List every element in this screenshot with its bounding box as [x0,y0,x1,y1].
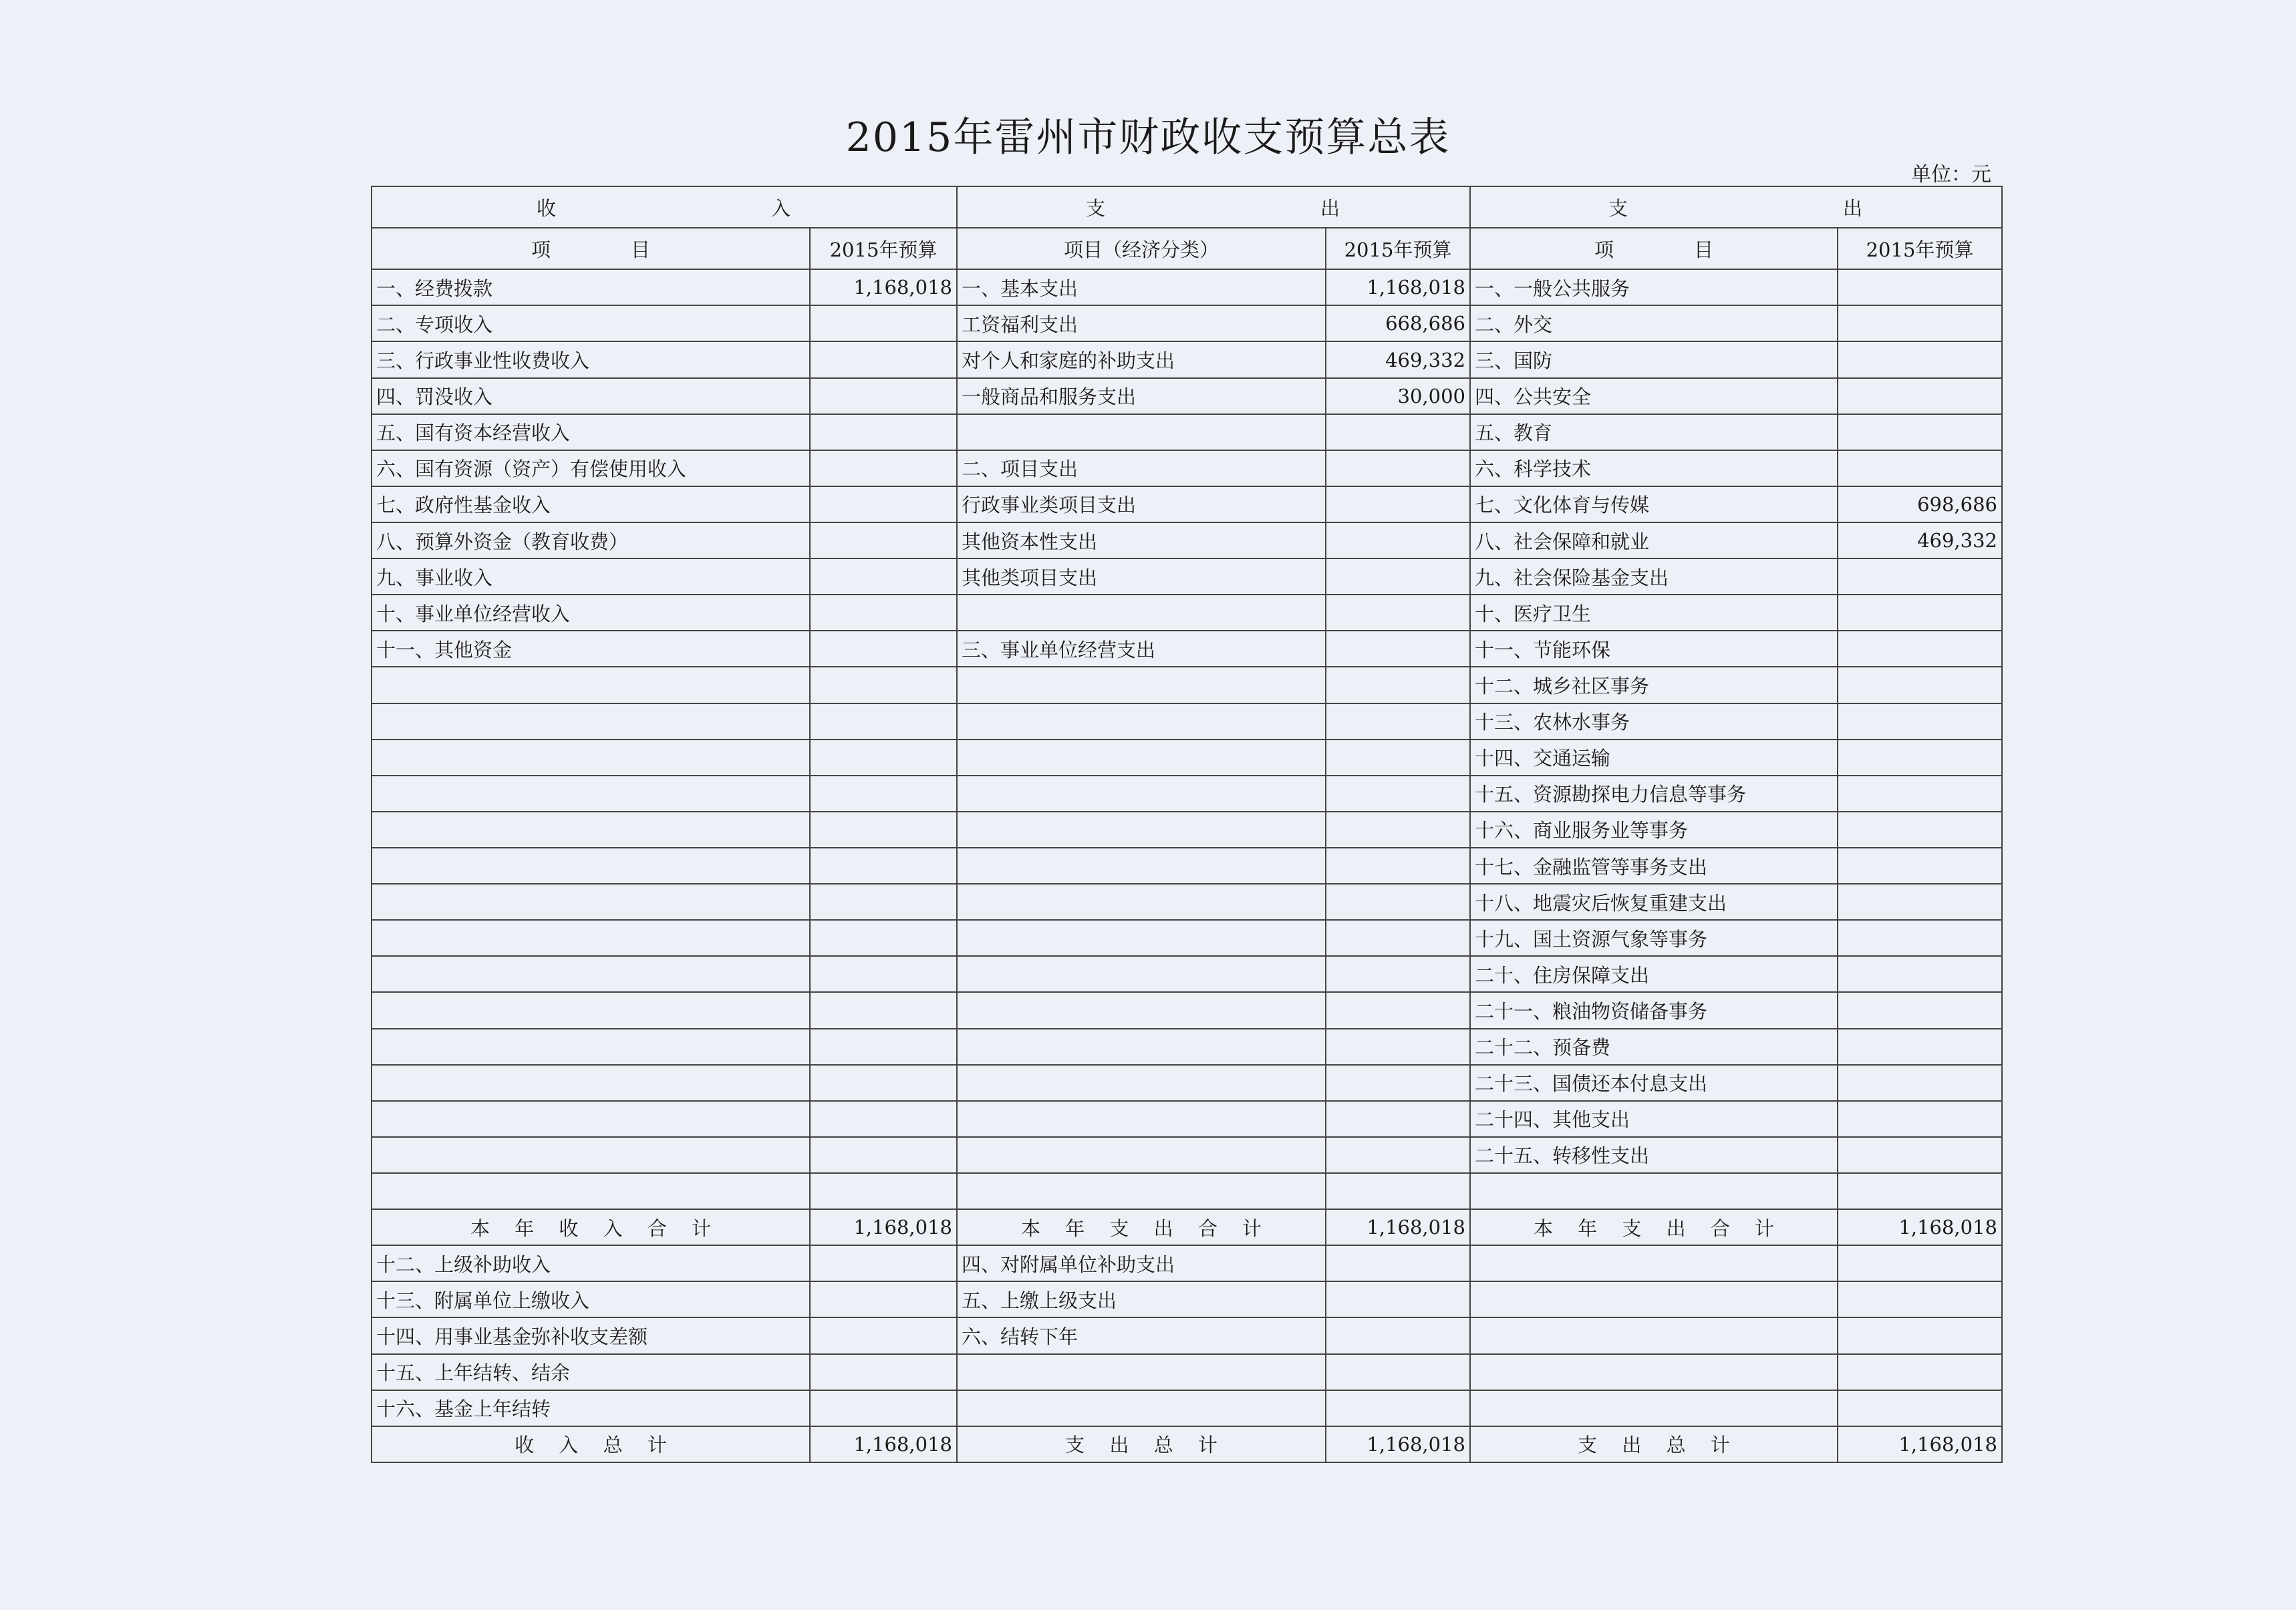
function-item-cell: 八、社会保障和就业 [1470,522,1838,558]
income-item-cell [372,1065,810,1101]
expense-budget-cell [1326,1245,1470,1281]
function-budget-cell [1838,450,2002,486]
expense-budget-cell [1326,1101,1470,1137]
expense-section-header: 支 出 [957,186,1470,228]
income-budget-cell [810,956,957,992]
income-budget-cell [810,1137,957,1173]
function-budget-cell [1838,1317,2002,1353]
income-budget-cell [810,450,957,486]
column-header-row [372,228,2002,269]
income-budget-cell [810,378,957,414]
income-budget-cell [810,486,957,522]
table-row [372,1281,2002,1317]
income-item-cell: 十一、其他资金 [372,631,810,667]
grand-total-row [372,1426,2002,1462]
grand-total-row-income-value: 1,168,018 [810,1426,957,1462]
function-budget-cell [1838,1245,2002,1281]
function-item-cell: 十八、地震灾后恢复重建支出 [1470,884,1838,920]
function-budget-cell [1838,992,2002,1028]
income-budget-cell [810,1317,957,1353]
income-item-cell [372,848,810,884]
expense-item-cell [957,740,1326,776]
expense-item-cell [957,1354,1326,1390]
function-item-cell: 九、社会保险基金支出 [1470,558,1838,595]
year-total-row-income-value: 1,168,018 [810,1209,957,1245]
table-row [372,269,2002,305]
function-budget-cell [1838,1137,2002,1173]
income-item-cell [372,1029,810,1065]
expense-budget-cell: 668,686 [1326,305,1470,341]
table-row [372,1173,2002,1209]
expense-budget-cell [1326,1065,1470,1101]
table-row [372,703,2002,740]
income-item-cell [372,956,810,992]
income-budget-cell [810,1173,957,1209]
expense-item-cell: 工资福利支出 [957,305,1326,341]
function-budget-header: 2015年预算 [1838,228,2002,269]
expense-item-cell: 二、项目支出 [957,450,1326,486]
table-row [372,450,2002,486]
income-item-cell: 八、预算外资金（教育收费） [372,522,810,558]
expense-budget-cell [1326,1317,1470,1353]
table-row [372,1245,2002,1281]
table-row [372,1354,2002,1390]
expense-budget-cell [1326,920,1470,956]
function-budget-cell [1838,776,2002,812]
income-budget-cell [810,740,957,776]
income-budget-cell [810,776,957,812]
income-item-cell: 十四、用事业基金弥补收支差额 [372,1317,810,1353]
income-item-cell: 六、国有资源（资产）有偿使用收入 [372,450,810,486]
function-budget-cell [1838,1281,2002,1317]
function-item-header: 项 目 [1470,228,1838,269]
table-row [372,522,2002,558]
income-item-header: 项 目 [372,228,810,269]
income-budget-cell [810,812,957,848]
econ-item-header: 项目（经济分类） [957,228,1326,269]
expense-item-cell: 行政事业类项目支出 [957,486,1326,522]
function-budget-cell [1838,631,2002,667]
expense-item-cell: 一、基本支出 [957,269,1326,305]
expense-budget-cell [1326,1137,1470,1173]
income-item-cell: 五、国有资本经营收入 [372,414,810,450]
income-item-cell [372,776,810,812]
income-item-cell [372,667,810,703]
expense-budget-cell: 30,000 [1326,378,1470,414]
expense-budget-cell [1326,1173,1470,1209]
function-budget-cell: 469,332 [1838,522,2002,558]
expense-item-cell [957,414,1326,450]
function-budget-cell [1838,884,2002,920]
expense-budget-cell [1326,992,1470,1028]
income-item-cell: 十三、附属单位上缴收入 [372,1281,810,1317]
function-item-cell: 十九、国土资源气象等事务 [1470,920,1838,956]
expense-budget-cell [1326,776,1470,812]
income-item-cell [372,1101,810,1137]
function-item-cell [1470,1245,1838,1281]
expense-budget-cell [1326,812,1470,848]
function-budget-cell [1838,848,2002,884]
income-item-cell: 一、经费拨款 [372,269,810,305]
table-row [372,992,2002,1028]
function-budget-cell [1838,595,2002,631]
year-total-row-income-label: 本 年 收 入 合 计 [372,1209,810,1245]
expense-budget-header: 2015年预算 [1326,228,1470,269]
expense-item-cell: 对个人和家庭的补助支出 [957,341,1326,377]
expense-item-cell [957,848,1326,884]
table-row [372,920,2002,956]
table-row [372,740,2002,776]
expense-item-cell [957,1029,1326,1065]
function-item-cell: 二、外交 [1470,305,1838,341]
expense-item-cell [957,812,1326,848]
expense-budget-cell [1326,595,1470,631]
section-header-row [372,186,2002,228]
income-budget-cell [810,341,957,377]
function-item-cell: 一、一般公共服务 [1470,269,1838,305]
table-row [372,848,2002,884]
function-item-cell: 二十二、预备费 [1470,1029,1838,1065]
function-budget-cell [1838,378,2002,414]
function-item-cell: 二十一、粮油物资储备事务 [1470,992,1838,1028]
income-item-cell [372,812,810,848]
income-budget-cell [810,703,957,740]
year-total-row-exp-value: 1,168,018 [1326,1209,1470,1245]
function-budget-cell [1838,341,2002,377]
function-item-cell: 三、国防 [1470,341,1838,377]
income-budget-cell [810,1354,957,1390]
expense-item-cell [957,776,1326,812]
expense-item-cell [957,595,1326,631]
year-total-row-exp2-label: 本 年 支 出 合 计 [1470,1209,1838,1245]
expense-budget-cell [1326,1281,1470,1317]
income-budget-cell [810,992,957,1028]
income-item-cell: 四、罚没收入 [372,378,810,414]
income-budget-cell [810,558,957,595]
table-row [372,305,2002,341]
year-total-row [372,1209,2002,1245]
income-budget-cell [810,884,957,920]
function-item-cell: 十五、资源勘探电力信息等事务 [1470,776,1838,812]
function-budget-cell [1838,667,2002,703]
page-title: 2015年雷州市财政收支预算总表 [845,114,1451,161]
table-row [372,631,2002,667]
income-budget-cell [810,1065,957,1101]
expense-function-section-header: 支 出 [1470,186,2002,228]
function-item-cell: 十四、交通运输 [1470,740,1838,776]
expense-item-cell [957,703,1326,740]
expense-item-cell: 五、上缴上级支出 [957,1281,1326,1317]
year-total-row-exp-label: 本 年 支 出 合 计 [957,1209,1326,1245]
income-budget-cell [810,522,957,558]
income-budget-cell [810,1101,957,1137]
expense-budget-cell: 469,332 [1326,341,1470,377]
income-budget-cell [810,1245,957,1281]
function-budget-cell [1838,1354,2002,1390]
table-row [372,1029,2002,1065]
expense-item-cell: 其他资本性支出 [957,522,1326,558]
table-row [372,1390,2002,1426]
expense-item-cell: 六、结转下年 [957,1317,1326,1353]
function-item-cell: 二十、住房保障支出 [1470,956,1838,992]
expense-budget-cell [1326,486,1470,522]
table-row [372,378,2002,414]
income-budget-cell [810,631,957,667]
table-row [372,1065,2002,1101]
income-section-header: 收 入 [372,186,957,228]
function-item-cell: 六、科学技术 [1470,450,1838,486]
income-item-cell [372,703,810,740]
income-item-cell: 二、专项收入 [372,305,810,341]
income-budget-cell [810,305,957,341]
unit-label: 单位：元 [1911,163,1991,186]
function-item-cell [1470,1281,1838,1317]
function-item-cell [1470,1390,1838,1426]
income-item-cell [372,740,810,776]
expense-budget-cell [1326,884,1470,920]
expense-item-cell [957,1101,1326,1137]
table-row [372,667,2002,703]
income-item-cell [372,884,810,920]
expense-budget-cell [1326,667,1470,703]
expense-item-cell: 其他类项目支出 [957,558,1326,595]
function-item-cell [1470,1317,1838,1353]
table-row [372,776,2002,812]
income-budget-cell [810,1281,957,1317]
function-budget-cell [1838,1065,2002,1101]
income-item-cell: 十五、上年结转、结余 [372,1354,810,1390]
income-item-cell [372,1137,810,1173]
expense-budget-cell [1326,1390,1470,1426]
income-item-cell [372,1173,810,1209]
table-row [372,1101,2002,1137]
income-budget-cell [810,414,957,450]
income-budget-header: 2015年预算 [810,228,957,269]
function-item-cell: 四、公共安全 [1470,378,1838,414]
expense-budget-cell [1326,414,1470,450]
function-budget-cell [1838,558,2002,595]
expense-item-cell [957,1137,1326,1173]
budget-table [371,186,2003,1463]
table-row [372,558,2002,595]
table-row [372,812,2002,848]
function-item-cell: 十七、金融监管等事务支出 [1470,848,1838,884]
table-row [372,1317,2002,1353]
income-budget-cell [810,848,957,884]
expense-item-cell [957,992,1326,1028]
function-item-cell: 二十四、其他支出 [1470,1101,1838,1137]
function-item-cell: 十三、农林水事务 [1470,703,1838,740]
function-budget-cell [1838,812,2002,848]
function-budget-cell [1838,269,2002,305]
income-item-cell: 七、政府性基金收入 [372,486,810,522]
expense-budget-cell [1326,522,1470,558]
table-row [372,1137,2002,1173]
expense-item-cell: 三、事业单位经营支出 [957,631,1326,667]
function-budget-cell [1838,920,2002,956]
expense-item-cell [957,884,1326,920]
function-item-cell: 二十五、转移性支出 [1470,1137,1838,1173]
expense-budget-cell [1326,848,1470,884]
income-item-cell: 九、事业收入 [372,558,810,595]
income-budget-cell [810,595,957,631]
expense-item-cell [957,920,1326,956]
income-item-cell: 三、行政事业性收费收入 [372,341,810,377]
expense-budget-cell [1326,956,1470,992]
function-item-cell: 五、教育 [1470,414,1838,450]
income-item-cell: 十六、基金上年结转 [372,1390,810,1426]
function-budget-cell [1838,956,2002,992]
grand-total-row-income-label: 收 入 总 计 [372,1426,810,1462]
expense-item-cell [957,667,1326,703]
income-budget-cell [810,920,957,956]
function-item-cell: 十一、节能环保 [1470,631,1838,667]
expense-item-cell [957,1065,1326,1101]
expense-budget-cell [1326,558,1470,595]
income-budget-cell [810,1029,957,1065]
income-item-cell [372,992,810,1028]
function-budget-cell: 698,686 [1838,486,2002,522]
function-item-cell: 十二、城乡社区事务 [1470,667,1838,703]
income-budget-cell [810,1390,957,1426]
function-budget-cell [1838,1029,2002,1065]
year-total-row-exp2-value: 1,168,018 [1838,1209,2002,1245]
function-budget-cell [1838,703,2002,740]
expense-item-cell: 一般商品和服务支出 [957,378,1326,414]
function-budget-cell [1838,414,2002,450]
table-row [372,486,2002,522]
table-row [372,956,2002,992]
grand-total-row-exp2-value: 1,168,018 [1838,1426,2002,1462]
income-item-cell [372,920,810,956]
function-budget-cell [1838,1101,2002,1137]
expense-budget-cell [1326,1354,1470,1390]
income-item-cell: 十二、上级补助收入 [372,1245,810,1281]
function-item-cell [1470,1354,1838,1390]
table-row [372,595,2002,631]
expense-budget-cell [1326,703,1470,740]
expense-item-cell [957,1390,1326,1426]
expense-budget-cell [1326,631,1470,667]
expense-budget-cell [1326,1029,1470,1065]
expense-item-cell [957,1173,1326,1209]
grand-total-row-exp2-label: 支 出 总 计 [1470,1426,1838,1462]
expense-item-cell [957,956,1326,992]
grand-total-row-exp-label: 支 出 总 计 [957,1426,1326,1462]
function-budget-cell [1838,740,2002,776]
function-item-cell: 十六、商业服务业等事务 [1470,812,1838,848]
expense-budget-cell [1326,740,1470,776]
function-item-cell: 十、医疗卫生 [1470,595,1838,631]
table-row [372,414,2002,450]
expense-budget-cell [1326,450,1470,486]
expense-budget-cell: 1,168,018 [1326,269,1470,305]
function-item-cell: 二十三、国债还本付息支出 [1470,1065,1838,1101]
grand-total-row-exp-value: 1,168,018 [1326,1426,1470,1462]
table-row [372,341,2002,377]
table-row [372,884,2002,920]
function-budget-cell [1838,1173,2002,1209]
function-budget-cell [1838,305,2002,341]
function-budget-cell [1838,1390,2002,1426]
expense-item-cell: 四、对附属单位补助支出 [957,1245,1326,1281]
income-budget-cell: 1,168,018 [810,269,957,305]
function-item-cell [1470,1173,1838,1209]
function-item-cell: 七、文化体育与传媒 [1470,486,1838,522]
income-budget-cell [810,667,957,703]
income-item-cell: 十、事业单位经营收入 [372,595,810,631]
